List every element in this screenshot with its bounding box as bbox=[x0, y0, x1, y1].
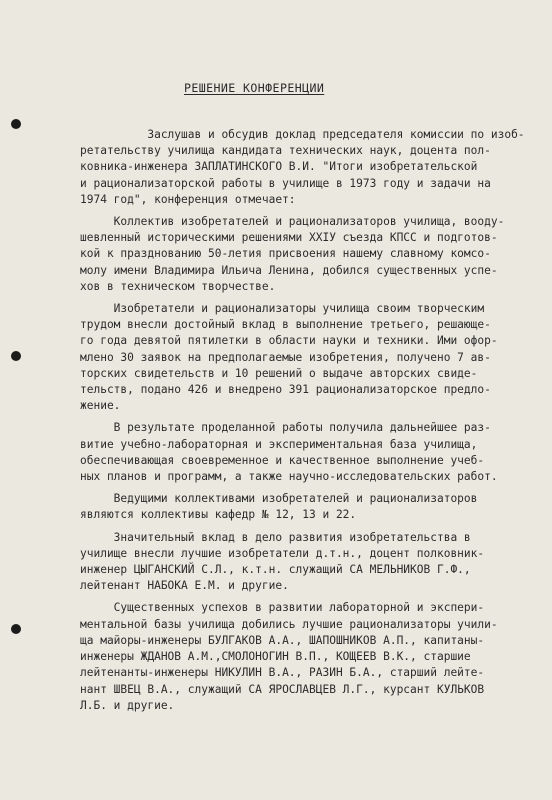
text-line: 1974 год", конференция отмечает: bbox=[80, 192, 296, 206]
text-line: В результате проделанной работы получила дальнейшее раз- bbox=[80, 421, 491, 435]
text-line: Л.Б. и другие. bbox=[80, 698, 175, 712]
text-line: тельств, подано 426 и внедрено 391 рационализаторское предло- bbox=[80, 383, 491, 397]
document-title: РЕШЕНИЕ КОНФЕРЕНЦИИ bbox=[184, 81, 325, 95]
text-line: обеспечивающая своевременное и качественное выполнение учеб- bbox=[80, 453, 485, 467]
text-line: являются коллективы кафедр № 12, 13 и 22. bbox=[80, 508, 357, 522]
text-line: го года девятой пятилетки в области науки и техники. Ими офор- bbox=[80, 334, 498, 348]
text-line: ковника-инженера ЗАПЛАТИНСКОГО В.И. "Итоги изобретательской bbox=[80, 160, 478, 174]
text-line: млено 30 заявок на предполагаемые изобретения, получено 7 ав- bbox=[80, 350, 491, 364]
text-line: жение. bbox=[80, 399, 121, 413]
paragraph-achievements bbox=[80, 301, 550, 414]
text-line: ретательству училища кандидата технических наук, доцента пол- bbox=[80, 144, 491, 158]
paragraph-results bbox=[80, 420, 550, 485]
text-line: нант ШВЕЦ В.А., служащий СА ЯРОСЛАВЦЕВ Л.Г., курсант КУЛЬКОВ bbox=[80, 682, 485, 696]
text-line: Значительный вклад в дело развития изобретательства в bbox=[80, 530, 471, 544]
text-line: молу имени Владимира Ильича Ленина, добился существенных успе- bbox=[80, 263, 498, 277]
text-line: Ведущими коллективами изобретателей и рационализаторов bbox=[80, 492, 478, 506]
paragraph-collective bbox=[80, 214, 550, 295]
punch-hole bbox=[11, 119, 21, 129]
text-line: Заслушав и обсудив доклад председателя комиссии по изоб- bbox=[80, 128, 525, 141]
text-line: Существенных успехов в развитии лабораторной и экспери- bbox=[80, 601, 485, 615]
punch-hole bbox=[11, 624, 21, 634]
text-line: лейтенант НАБОКА Е.М. и другие. bbox=[80, 579, 289, 593]
text-line: Коллектив изобретателей и рационализаторов училища, вооду- bbox=[80, 215, 505, 229]
text-line: трудом внесли достойный вклад в выполнение третьего, решающе- bbox=[80, 318, 491, 332]
text-line: торских свидетельств и 10 решений о выдаче авторских свиде- bbox=[80, 366, 478, 380]
text-line: хов в техническом творчестве. bbox=[80, 279, 276, 293]
paragraph-leading-collectives bbox=[80, 491, 550, 523]
text-line: кой к празднованию 50-летия присвоения нашему славному комсо- bbox=[80, 247, 491, 261]
paragraph-inventors bbox=[80, 530, 550, 595]
text-line: шевленный историческими решениями XXIУ съезда КПСС и подготов- bbox=[80, 231, 498, 245]
paragraph-rationalizers bbox=[80, 600, 550, 713]
text-line: училище внесли лучшие изобретатели д.т.н., доцент полковник- bbox=[80, 546, 485, 560]
text-line: ща майоры-инженеры БУЛГАКОВ А.А., ШАПОШНИКОВ А.П., капитаны- bbox=[80, 633, 485, 647]
paragraph-intro bbox=[80, 127, 550, 208]
text-line: и рационализаторской работы в училище в 1973 году и задачи на bbox=[80, 176, 491, 190]
text-line: Изобретатели и рационализаторы училища своим творческим bbox=[80, 302, 485, 316]
text-line: инженеры ЖДАНОВ А.М.,СМОЛОНОГИН В.П., КОЩЕЕВ В.К., старшие bbox=[80, 650, 471, 664]
text-line: инженер ЦЫГАНСКИЙ С.Л., к.т.н. служащий СА МЕЛЬНИКОВ Г.Ф., bbox=[80, 563, 471, 577]
punch-hole bbox=[11, 351, 21, 361]
text-line: ментальной базы училища добились лучшие рационализаторы учили- bbox=[80, 617, 498, 631]
text-line: витие учебно-лабораторная и экспериментальная база училища, bbox=[80, 437, 478, 451]
text-line: лейтенанты-инженеры НИКУЛИН В.А., РАЗИН Б.А., старший лейте- bbox=[80, 666, 485, 680]
text-line: ных планов и программ, а также научно-исследовательских работ. bbox=[80, 470, 498, 484]
document-body bbox=[80, 127, 550, 720]
